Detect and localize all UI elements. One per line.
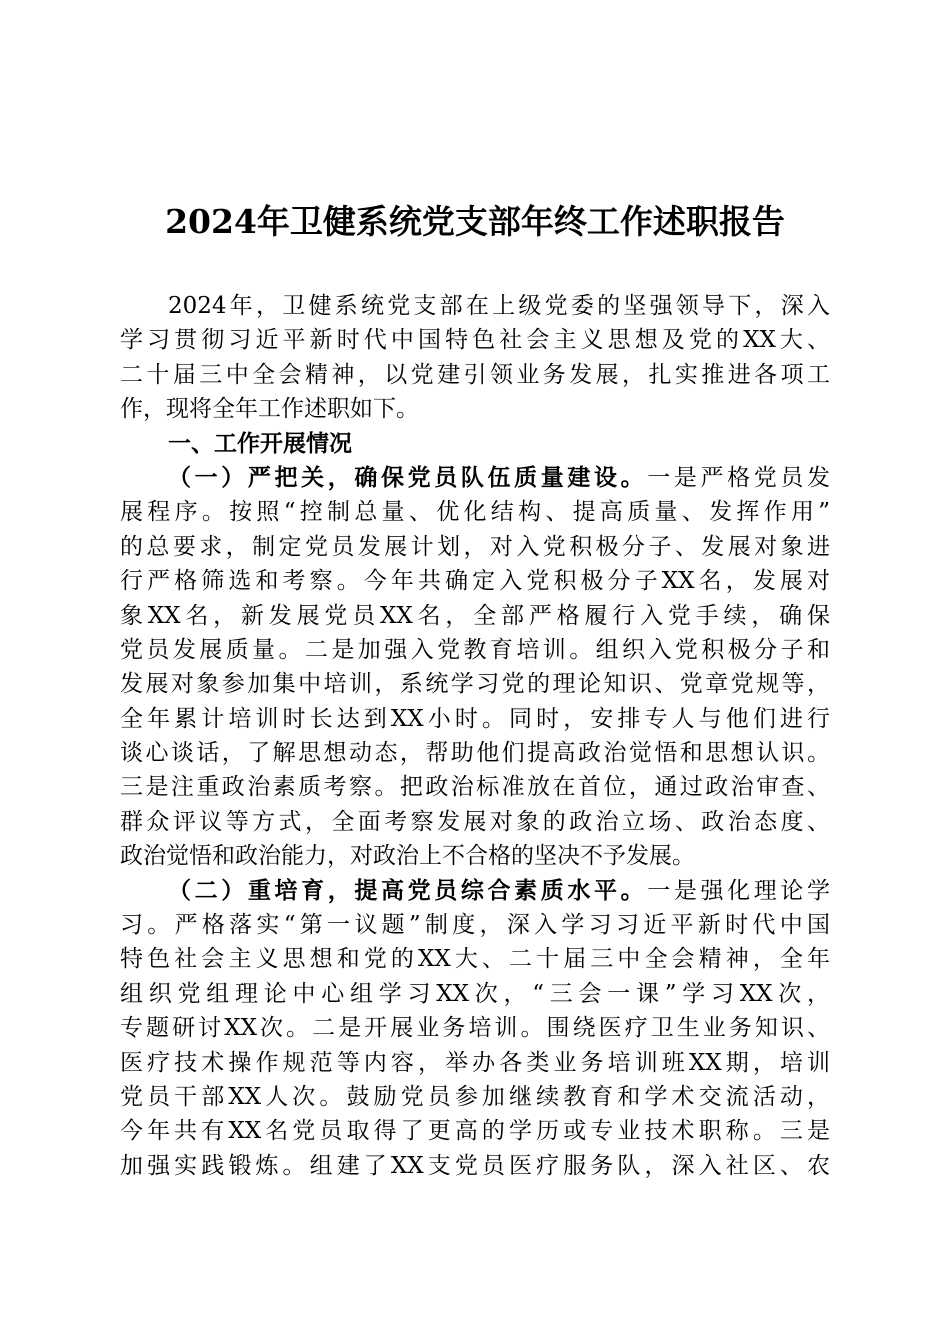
paragraph-line: 二十届三中全会精神，以党建引领业务发展，扎实推进各项工 bbox=[120, 361, 830, 388]
paragraph-line: 三是注重政治素质考察。把政治标准放在首位，通过政治审查、 bbox=[120, 774, 830, 801]
subsection-heading: （二）重培育，提高党员综合素质水平。 bbox=[168, 876, 648, 904]
paragraph-line: 象XX名，新发展党员XX名，全部严格履行入党手续，确保 bbox=[120, 602, 830, 629]
paragraph-line: 学习贯彻习近平新时代中国特色社会主义思想及党的XX大、 bbox=[120, 327, 830, 354]
paragraph-line: 医疗技术操作规范等内容，举办各类业务培训班XX期，培训 bbox=[120, 1049, 830, 1076]
paragraph-line: 的总要求，制定党员发展计划，对入党积极分子、发展对象进 bbox=[120, 533, 830, 560]
paragraph-line: 特色社会主义思想和党的XX大、二十届三中全会精神，全年 bbox=[120, 946, 830, 973]
paragraph-line: 行严格筛选和考察。今年共确定入党积极分子XX名，发展对 bbox=[120, 568, 830, 595]
section-heading: 一、工作开展情况 bbox=[168, 429, 352, 457]
paragraph-line: 党员发展质量。二是加强入党教育培训。组织入党积极分子和 bbox=[120, 636, 830, 663]
paragraph-line: 党员干部XX人次。鼓励党员参加继续教育和学术交流活动， bbox=[120, 1083, 830, 1110]
paragraph-line: 发展对象参加集中培训，系统学习党的理论知识、党章党规等， bbox=[120, 671, 830, 698]
paragraph-line: 加强实践锻炼。组建了XX支党员医疗服务队，深入社区、农 bbox=[120, 1152, 830, 1179]
paragraph-line: 习。严格落实“第一议题”制度，深入学习习近平新时代中国 bbox=[120, 912, 830, 939]
paragraph-line bbox=[120, 874, 830, 908]
paragraph-line: 专题研讨XX次。二是开展业务培训。围绕医疗卫生业务知识、 bbox=[120, 1015, 830, 1042]
paragraph-line: 谈心谈话，了解思想动态，帮助他们提高政治觉悟和思想认识。 bbox=[120, 740, 830, 767]
paragraph-line: 政治觉悟和政治能力，对政治上不合格的坚决不予发展。 bbox=[120, 843, 695, 870]
paragraph-text: 一是严格党员发 bbox=[647, 464, 830, 491]
paragraph-line: 2024年，卫健系统党支部在上级党委的坚强领导下，深入 bbox=[168, 293, 830, 319]
paragraph-line: 群众评议等方式，全面考察发展对象的政治立场、政治态度、 bbox=[120, 808, 830, 835]
subsection-heading: （一）严把关，确保党员队伍质量建设。 bbox=[168, 463, 648, 491]
paragraph-line: 今年共有XX名党员取得了更高的学历或专业技术职称。三是 bbox=[120, 1118, 830, 1145]
paragraph-line: 全年累计培训时长达到XX小时。同时，安排专人与他们进行 bbox=[120, 705, 830, 732]
paragraph-line: 组织党组理论中心组学习XX次，“三会一课”学习XX次， bbox=[120, 980, 830, 1007]
paragraph-line: 作，现将全年工作述职如下。 bbox=[120, 396, 419, 423]
document-body bbox=[120, 289, 830, 1183]
paragraph-text: 一是强化理论学 bbox=[647, 877, 830, 904]
paragraph-line: 展程序。按照“控制总量、优化结构、提高质量、发挥作用” bbox=[120, 499, 830, 526]
document-title: 2024年卫健系统党支部年终工作述职报告 bbox=[165, 202, 785, 241]
paragraph-line bbox=[120, 461, 830, 495]
